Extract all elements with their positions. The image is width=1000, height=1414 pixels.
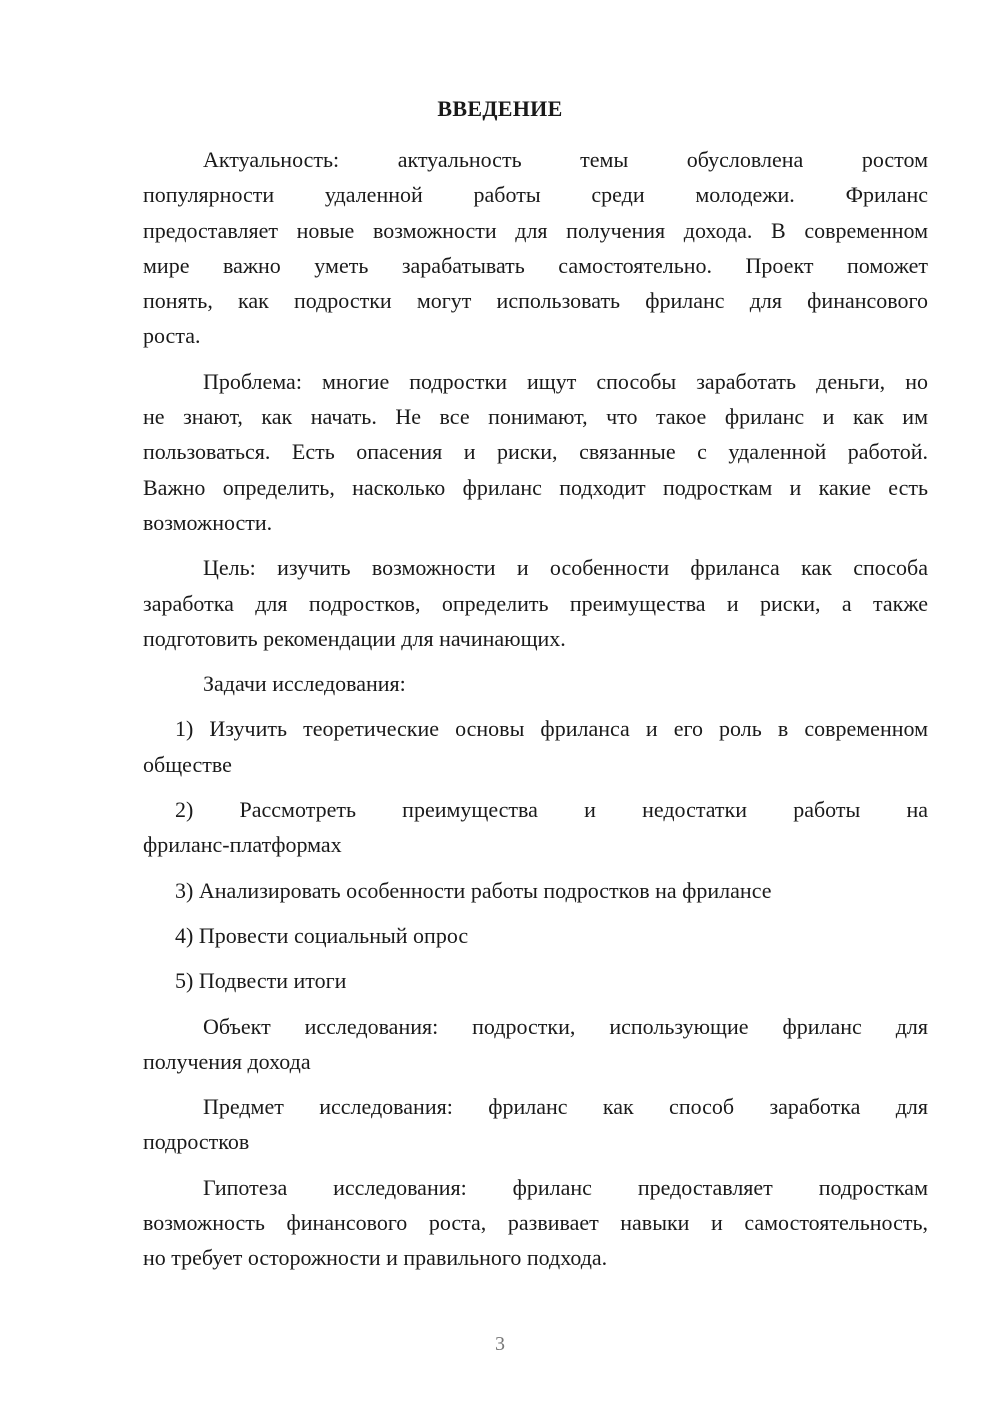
- page-number: 3: [495, 1333, 505, 1355]
- text-line: Задачи исследования:: [203, 671, 406, 697]
- paragraph: [143, 142, 928, 354]
- paragraph: [143, 364, 928, 540]
- text-line: заработка для подростков, определить преимущества и риски, а также: [143, 590, 928, 616]
- text-line: получения дохода: [143, 1048, 311, 1074]
- text-line: Проблема: многие подростки ищут способы заработать деньги, но: [203, 368, 928, 394]
- text-line: возможность финансового роста, развивает навыки и самостоятельность,: [143, 1210, 928, 1236]
- text-line: Цель: изучить возможности и особенности фриланса как способа: [203, 555, 928, 581]
- task-list-item: [143, 792, 928, 863]
- text-line: 4) Провести социальный опрос: [175, 922, 469, 948]
- page-title: ВВЕДЕНИЕ: [437, 96, 563, 121]
- text-line: мире важно уметь зарабатывать самостоятельно. Проект поможет: [143, 252, 928, 278]
- text-line: Важно определить, насколько фриланс подходит подросткам и какие есть: [143, 474, 928, 500]
- text-line: 5) Подвести итоги: [175, 968, 347, 994]
- text-line: 2) Рассмотреть преимущества и недостатки работы на: [175, 797, 928, 823]
- paragraph: [143, 666, 928, 701]
- text-line: Гипотеза исследования: фриланс предоставляет подросткам: [203, 1174, 928, 1200]
- text-line: но требует осторожности и правильного подхода.: [143, 1245, 608, 1271]
- text-line: подростков: [143, 1129, 250, 1155]
- paragraph: [143, 1170, 928, 1276]
- text-line: Актуальность: актуальность темы обусловлена ростом: [203, 147, 928, 172]
- text-line: фриланс-платформах: [143, 832, 342, 858]
- task-list-item: [143, 711, 928, 782]
- text-line: популярности удаленной работы среди молодежи. Фриланс: [143, 182, 928, 208]
- paragraph: [143, 1009, 928, 1080]
- paragraph: [143, 550, 928, 656]
- paragraph: [143, 1089, 928, 1160]
- text-line: 3) Анализировать особенности работы подростков на фрилансе: [175, 877, 772, 903]
- text-line: роста.: [143, 323, 201, 349]
- text-line: подготовить рекомендации для начинающих.: [143, 625, 566, 651]
- text-line: понять, как подростки могут использовать фриланс для финансового: [143, 288, 928, 314]
- text-line: 1) Изучить теоретические основы фриланса и его роль в современном: [175, 716, 928, 742]
- document-body: [143, 142, 928, 1286]
- task-list-item: [143, 918, 928, 953]
- task-list-item: [143, 963, 928, 998]
- text-line: не знают, как начать. Не все понимают, что такое фриланс и как им: [143, 404, 928, 430]
- task-list-item: [143, 873, 928, 908]
- text-line: Объект исследования: подростки, использующие фриланс для: [203, 1013, 928, 1039]
- text-line: пользоваться. Есть опасения и риски, связанные с удаленной работой.: [143, 439, 928, 465]
- text-line: Предмет исследования: фриланс как способ заработка для: [203, 1094, 928, 1120]
- text-line: предоставляет новые возможности для получения дохода. В современном: [143, 217, 928, 243]
- text-line: обществе: [143, 751, 232, 777]
- text-line: возможности.: [143, 509, 273, 535]
